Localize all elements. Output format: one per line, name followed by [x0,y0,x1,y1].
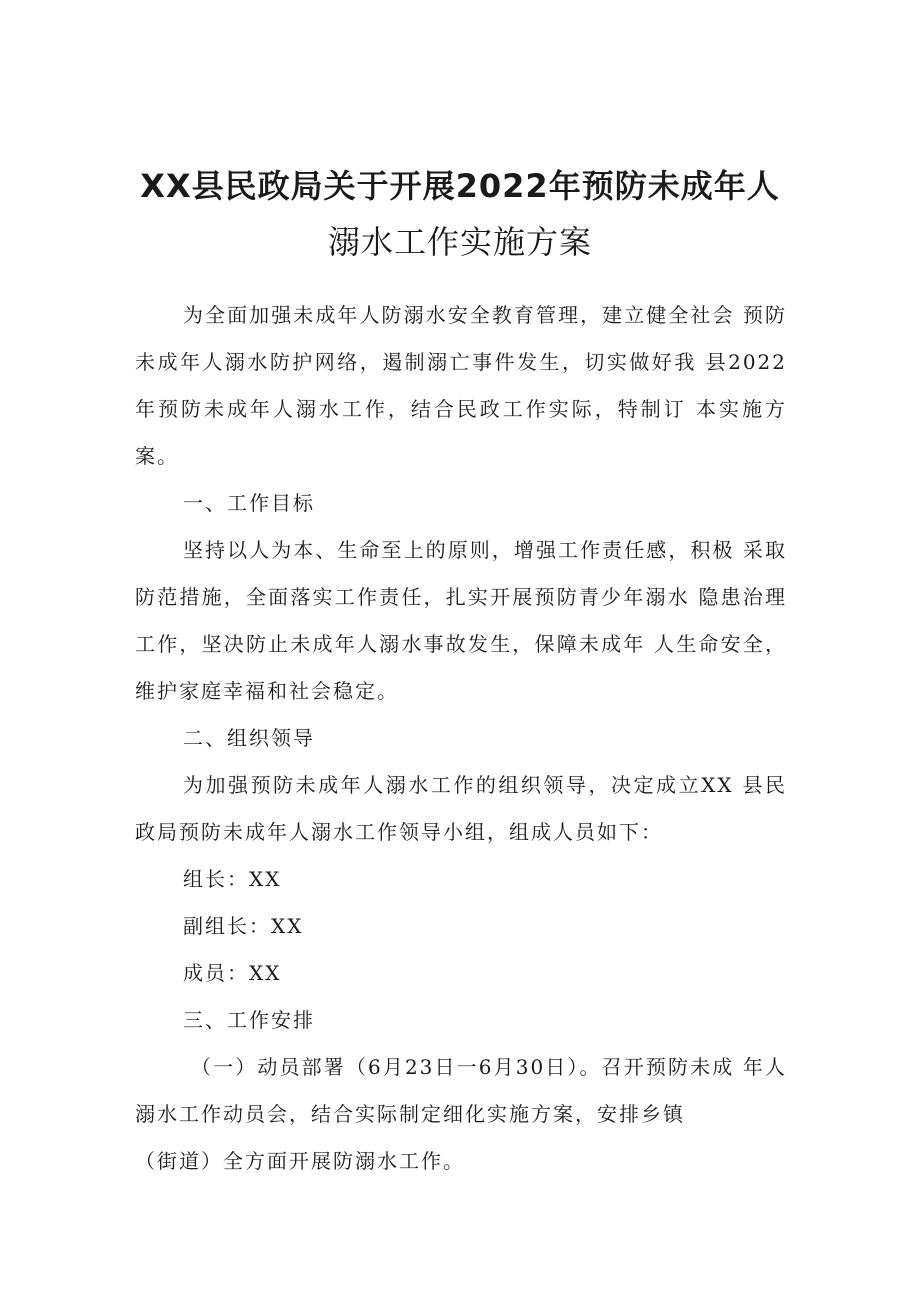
document-body [135,292,787,1185]
section1-heading: 一、工作目标 [183,491,315,515]
section1-paragraph: 坚持以人为本、生命至上的原则，增强工作责任感，积极 采取防范措施，全面落实工作责任，扎实开展预防青少年溺水 隐患治理工作，坚决防止未成年人溺水事故发生，保障未成年 人生命安全，维护家庭幸福和社会稳定。 [135,538,787,703]
members-line: 成员：XX [183,961,282,985]
section3-item1-continuation: （街道）全方面开展防溺水工作。 [135,1149,465,1173]
section3-heading: 三、工作安排 [183,1008,315,1032]
section2-paragraph: 为加强预防未成年人溺水工作的组织领导，决定成立XX 县民政局预防未成年人溺水工作领导小组，组成人员如下： [135,773,787,844]
intro-paragraph: 为全面加强未成年人防溺水安全教育管理，建立健全社会 预防未成年人溺水防护网络，遏制溺亡事件发生，切实做好我 县2022年预防未成年人溺水工作，结合民政工作实际，特制订 本实施方案。 [135,303,787,468]
section2-heading: 二、组织领导 [183,726,315,750]
document-title-line2: 溺水工作实施方案 [327,223,592,261]
leader-line: 组长：XX [183,867,282,891]
document-title-line1: XX县民政局关于开展2022年预防未成年人 [140,167,780,205]
deputy-leader-line: 副组长：XX [183,914,304,938]
section3-item1-paragraph: （一）动员部署（6月23日一6月30日）。召开预防未成 年人溺水工作动员会，结合实际制定细化实施方案，安排乡镇 [135,1055,787,1126]
